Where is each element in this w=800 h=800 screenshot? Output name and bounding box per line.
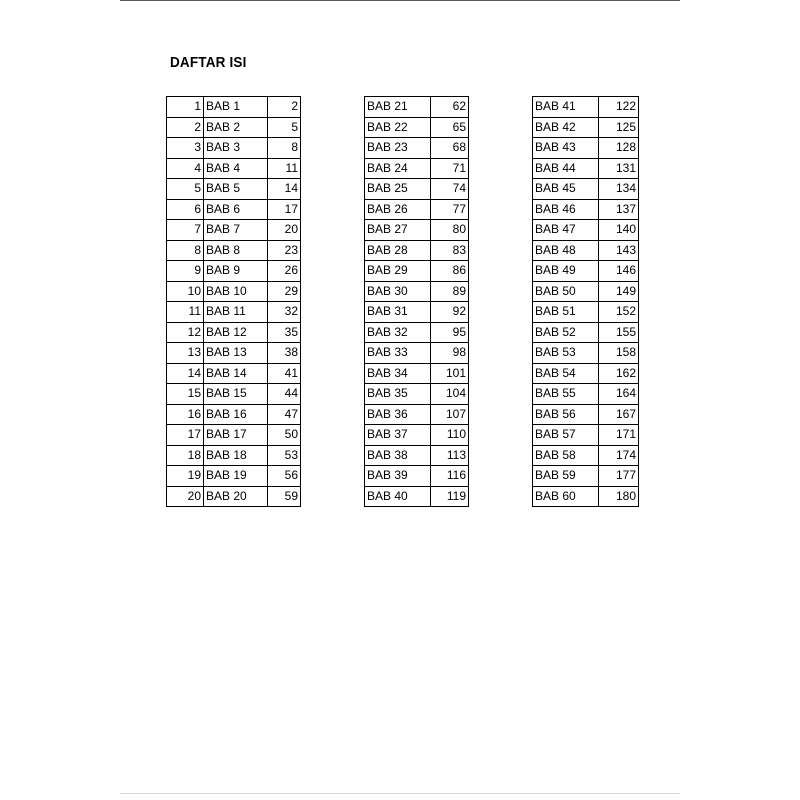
chapter-number: 2 (167, 117, 204, 138)
chapter-label: BAB 46 (533, 199, 599, 220)
page-number: 116 (431, 466, 469, 487)
toc-row (533, 302, 639, 323)
page-number: 35 (268, 322, 301, 343)
chapter-number: 14 (167, 363, 204, 384)
toc-row (365, 179, 469, 200)
toc-row (533, 220, 639, 241)
chapter-label: BAB 11 (204, 302, 268, 323)
chapter-label: BAB 32 (365, 322, 431, 343)
toc-row (167, 199, 301, 220)
chapter-label: BAB 43 (533, 138, 599, 159)
page-number: 80 (431, 220, 469, 241)
page-number: 83 (431, 240, 469, 261)
chapter-label: BAB 5 (204, 179, 268, 200)
chapter-label: BAB 51 (533, 302, 599, 323)
chapter-number: 16 (167, 404, 204, 425)
page-number: 44 (268, 384, 301, 405)
chapter-label: BAB 29 (365, 261, 431, 282)
toc-row (365, 425, 469, 446)
chapter-label: BAB 31 (365, 302, 431, 323)
chapter-label: BAB 34 (365, 363, 431, 384)
page-number: 137 (599, 199, 639, 220)
toc-row (167, 445, 301, 466)
chapter-label: BAB 26 (365, 199, 431, 220)
chapter-label: BAB 57 (533, 425, 599, 446)
page-number: 23 (268, 240, 301, 261)
page-number: 177 (599, 466, 639, 487)
page-number: 68 (431, 138, 469, 159)
chapter-label: BAB 41 (533, 97, 599, 118)
chapter-number: 11 (167, 302, 204, 323)
toc-row (533, 425, 639, 446)
toc-row (365, 158, 469, 179)
chapter-number: 7 (167, 220, 204, 241)
toc-row (167, 466, 301, 487)
chapter-label: BAB 3 (204, 138, 268, 159)
chapter-label: BAB 24 (365, 158, 431, 179)
chapter-label: BAB 33 (365, 343, 431, 364)
page-number: 26 (268, 261, 301, 282)
chapter-number: 8 (167, 240, 204, 261)
chapter-label: BAB 56 (533, 404, 599, 425)
chapter-number: 6 (167, 199, 204, 220)
page-number: 140 (599, 220, 639, 241)
chapter-label: BAB 21 (365, 97, 431, 118)
page-number: 47 (268, 404, 301, 425)
page-number: 122 (599, 97, 639, 118)
toc-row (167, 363, 301, 384)
chapter-label: BAB 10 (204, 281, 268, 302)
toc-row (365, 240, 469, 261)
chapter-label: BAB 19 (204, 466, 268, 487)
page-number: 50 (268, 425, 301, 446)
chapter-label: BAB 40 (365, 486, 431, 507)
page-number: 14 (268, 179, 301, 200)
toc-table-1 (166, 96, 301, 507)
page-number: 17 (268, 199, 301, 220)
toc-row (533, 343, 639, 364)
chapter-number: 17 (167, 425, 204, 446)
toc-row (533, 363, 639, 384)
toc-row (365, 363, 469, 384)
page-number: 5 (268, 117, 301, 138)
chapter-label: BAB 8 (204, 240, 268, 261)
page-number: 131 (599, 158, 639, 179)
toc-row (167, 404, 301, 425)
chapter-label: BAB 45 (533, 179, 599, 200)
page-number: 2 (268, 97, 301, 118)
toc-row (533, 281, 639, 302)
chapter-label: BAB 36 (365, 404, 431, 425)
page-number: 98 (431, 343, 469, 364)
toc-row (533, 117, 639, 138)
toc-row (167, 97, 301, 118)
chapter-label: BAB 25 (365, 179, 431, 200)
chapter-label: BAB 49 (533, 261, 599, 282)
page-number: 171 (599, 425, 639, 446)
page-number: 149 (599, 281, 639, 302)
toc-row (533, 240, 639, 261)
chapter-number: 15 (167, 384, 204, 405)
toc-row (365, 486, 469, 507)
toc-row (533, 322, 639, 343)
page-number: 107 (431, 404, 469, 425)
toc-row (533, 384, 639, 405)
toc-row (167, 138, 301, 159)
toc-row (365, 445, 469, 466)
chapter-label: BAB 28 (365, 240, 431, 261)
chapter-number: 12 (167, 322, 204, 343)
toc-row (365, 97, 469, 118)
page-number: 8 (268, 138, 301, 159)
page-top-border (120, 0, 680, 1)
toc-row (533, 445, 639, 466)
page-number: 29 (268, 281, 301, 302)
page-number: 89 (431, 281, 469, 302)
page-number: 92 (431, 302, 469, 323)
toc-row (533, 97, 639, 118)
page-number: 95 (431, 322, 469, 343)
chapter-number: 20 (167, 486, 204, 507)
page-number: 41 (268, 363, 301, 384)
toc-row (533, 466, 639, 487)
chapter-label: BAB 39 (365, 466, 431, 487)
chapter-label: BAB 22 (365, 117, 431, 138)
chapter-number: 18 (167, 445, 204, 466)
chapter-number: 1 (167, 97, 204, 118)
page-number: 59 (268, 486, 301, 507)
toc-row (365, 117, 469, 138)
page-number: 62 (431, 97, 469, 118)
page-number: 53 (268, 445, 301, 466)
toc-row (533, 261, 639, 282)
chapter-label: BAB 58 (533, 445, 599, 466)
toc-row (533, 486, 639, 507)
page-number: 152 (599, 302, 639, 323)
toc-row (533, 199, 639, 220)
chapter-label: BAB 1 (204, 97, 268, 118)
page-number: 164 (599, 384, 639, 405)
toc-row (365, 261, 469, 282)
chapter-label: BAB 50 (533, 281, 599, 302)
chapter-label: BAB 27 (365, 220, 431, 241)
toc-row (167, 322, 301, 343)
toc-row (167, 302, 301, 323)
chapter-label: BAB 9 (204, 261, 268, 282)
chapter-number: 10 (167, 281, 204, 302)
toc-row (365, 404, 469, 425)
chapter-label: BAB 18 (204, 445, 268, 466)
chapter-label: BAB 7 (204, 220, 268, 241)
chapter-label: BAB 2 (204, 117, 268, 138)
page-number: 56 (268, 466, 301, 487)
toc-row (167, 261, 301, 282)
page-number: 162 (599, 363, 639, 384)
chapter-label: BAB 30 (365, 281, 431, 302)
toc-row (365, 343, 469, 364)
page-bottom-border (120, 793, 680, 794)
chapter-label: BAB 14 (204, 363, 268, 384)
toc-row (533, 138, 639, 159)
page-number: 110 (431, 425, 469, 446)
toc-row (167, 117, 301, 138)
page-number: 65 (431, 117, 469, 138)
page-number: 128 (599, 138, 639, 159)
toc-row (167, 425, 301, 446)
toc-row (167, 179, 301, 200)
chapter-label: BAB 12 (204, 322, 268, 343)
toc-row (167, 220, 301, 241)
chapter-label: BAB 17 (204, 425, 268, 446)
chapter-number: 4 (167, 158, 204, 179)
chapter-number: 13 (167, 343, 204, 364)
page-number: 86 (431, 261, 469, 282)
page-number: 11 (268, 158, 301, 179)
chapter-label: BAB 55 (533, 384, 599, 405)
page-number: 155 (599, 322, 639, 343)
toc-table-2 (364, 96, 469, 507)
chapter-number: 5 (167, 179, 204, 200)
page-number: 180 (599, 486, 639, 507)
toc-row (365, 281, 469, 302)
toc-row (365, 466, 469, 487)
chapter-label: BAB 59 (533, 466, 599, 487)
chapter-number: 9 (167, 261, 204, 282)
chapter-label: BAB 37 (365, 425, 431, 446)
page-number: 38 (268, 343, 301, 364)
chapter-label: BAB 48 (533, 240, 599, 261)
page-number: 146 (599, 261, 639, 282)
page-title: DAFTAR ISI (170, 54, 247, 71)
toc-row (365, 199, 469, 220)
toc-row (167, 343, 301, 364)
page-number: 101 (431, 363, 469, 384)
toc-row (167, 486, 301, 507)
toc-row (167, 384, 301, 405)
chapter-label: BAB 35 (365, 384, 431, 405)
page-number: 158 (599, 343, 639, 364)
page-number: 77 (431, 199, 469, 220)
toc-row (167, 281, 301, 302)
toc-row (365, 302, 469, 323)
toc-row (533, 404, 639, 425)
page-number: 71 (431, 158, 469, 179)
chapter-label: BAB 16 (204, 404, 268, 425)
page-number: 32 (268, 302, 301, 323)
page-number: 125 (599, 117, 639, 138)
page-number: 113 (431, 445, 469, 466)
chapter-label: BAB 53 (533, 343, 599, 364)
chapter-label: BAB 38 (365, 445, 431, 466)
chapter-number: 19 (167, 466, 204, 487)
chapter-label: BAB 42 (533, 117, 599, 138)
page-number: 20 (268, 220, 301, 241)
toc-row (365, 322, 469, 343)
toc-row (365, 220, 469, 241)
chapter-label: BAB 47 (533, 220, 599, 241)
page-number: 174 (599, 445, 639, 466)
chapter-label: BAB 13 (204, 343, 268, 364)
toc-row (533, 179, 639, 200)
page-number: 74 (431, 179, 469, 200)
chapter-label: BAB 23 (365, 138, 431, 159)
chapter-label: BAB 4 (204, 158, 268, 179)
chapter-label: BAB 20 (204, 486, 268, 507)
page-number: 134 (599, 179, 639, 200)
toc-row (167, 158, 301, 179)
toc-row (365, 138, 469, 159)
chapter-label: BAB 15 (204, 384, 268, 405)
toc-table-3 (532, 96, 639, 507)
toc-row (365, 384, 469, 405)
chapter-label: BAB 54 (533, 363, 599, 384)
page-number: 143 (599, 240, 639, 261)
chapter-label: BAB 52 (533, 322, 599, 343)
toc-row (533, 158, 639, 179)
page-number: 167 (599, 404, 639, 425)
toc-row (167, 240, 301, 261)
chapter-label: BAB 44 (533, 158, 599, 179)
page-number: 119 (431, 486, 469, 507)
chapter-number: 3 (167, 138, 204, 159)
page-number: 104 (431, 384, 469, 405)
chapter-label: BAB 60 (533, 486, 599, 507)
chapter-label: BAB 6 (204, 199, 268, 220)
